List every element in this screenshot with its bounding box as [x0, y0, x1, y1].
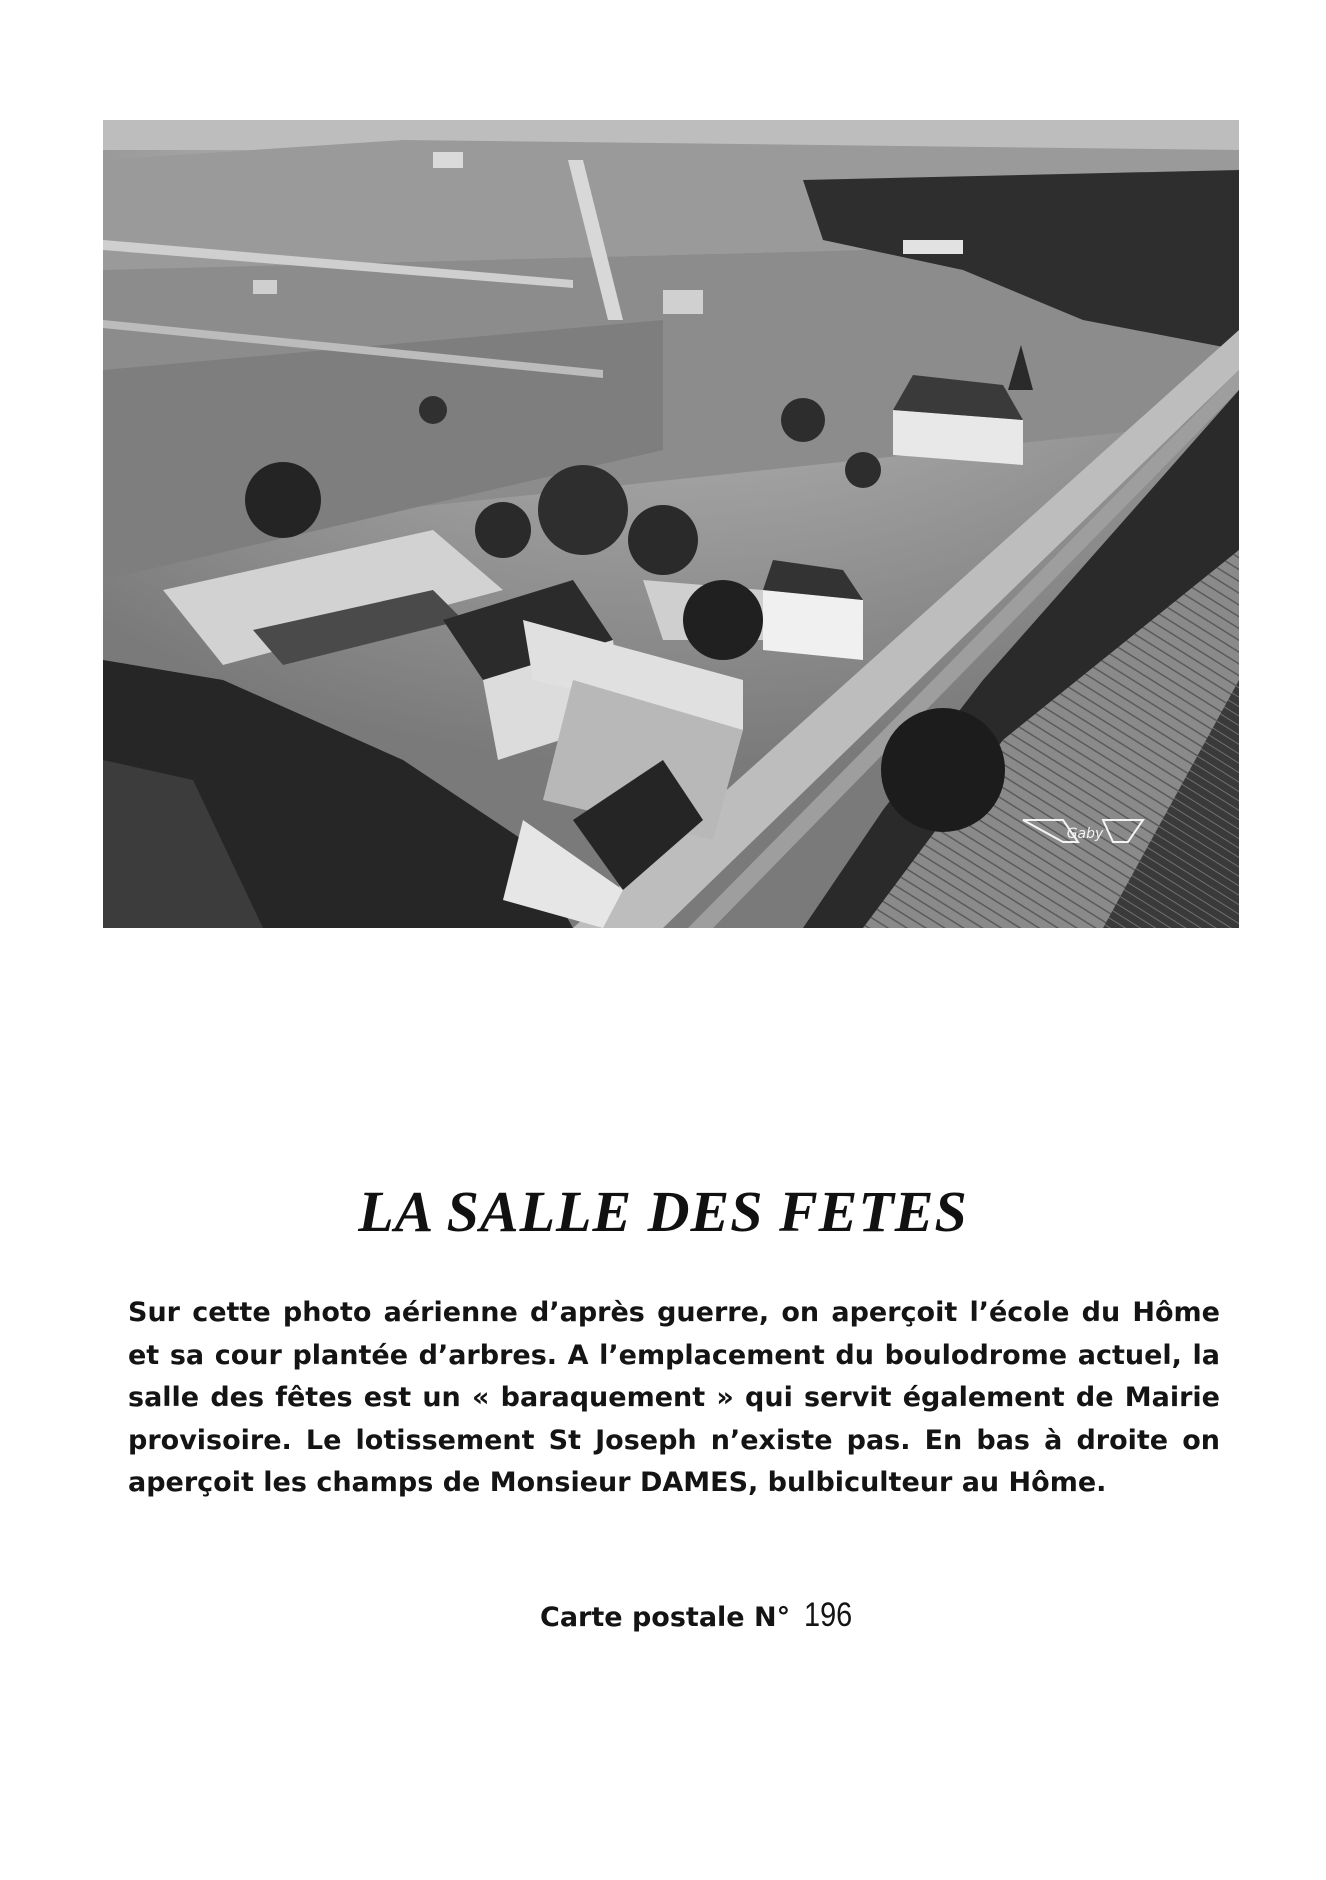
aerial-photograph [103, 120, 1239, 928]
postcard-number: 196 [803, 1596, 852, 1634]
svg-text:Gaby: Gaby [1066, 826, 1104, 842]
page-title: LA SALLE DES FETES [358, 1179, 968, 1244]
postcard-label: Carte postale N° [540, 1602, 791, 1633]
aerial-photo-illustration [103, 120, 1239, 928]
photo-caption: Sur cette photo aérienne d’après guerre, on aperçoit l’école du Hôme et sa cour plantée d’arbres. A l’emplacement du boulodrome actuel, la salle des fêtes est un « baraquement » qui servit également de Mairie provisoire. Le lotissement St Joseph n’existe pas. En bas à droite on aperçoit les champs de Monsieur DAMES, bulbiculteur au Hôme. [128, 1297, 1220, 1498]
postcard-reference [540, 1596, 860, 1635]
